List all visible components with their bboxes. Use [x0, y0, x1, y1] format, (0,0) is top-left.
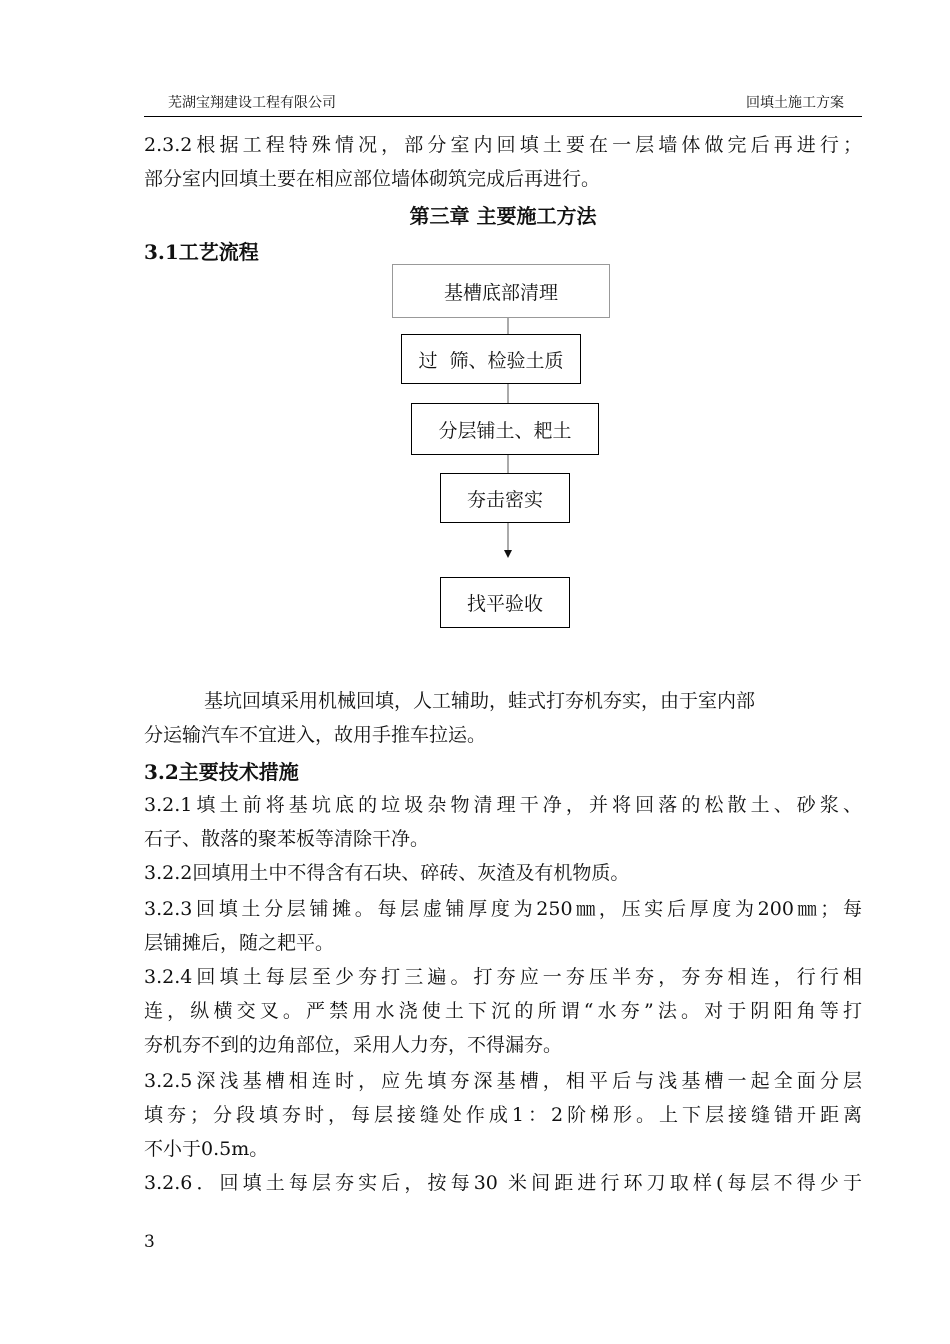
item-3-2-4-line-2: 连，纵横交叉。严禁用水浇使土下沉的所谓“水夯”法。对于阴阳角等打	[144, 1000, 862, 1022]
chapter-title: 第三章 主要施工方法	[409, 204, 597, 228]
header-doc-title: 回填土施工方案	[746, 95, 844, 111]
item-3-2-5-line-2: 填夯；分段填夯时，每层接缝处作成1：2阶梯形。上下层接缝错开距离	[144, 1104, 862, 1126]
flow-step-clean: 基槽底部清理	[392, 264, 610, 318]
item-3-2-6-line-1: 3.2.6．回填土每层夯实后，按每30 米间距进行环刀取样(每层不得少于	[144, 1172, 862, 1194]
item-3-2-5-line-3: 不小于0.5m。	[144, 1138, 269, 1160]
item-3-2-1-line-2: 石子、散落的聚苯板等清除干净。	[144, 828, 430, 850]
item-3-2-5-line-1: 3.2.5深浅基槽相连时，应先填夯深基槽，相平后与浅基槽一起全面分层	[144, 1070, 862, 1092]
page-number: 3	[144, 1232, 155, 1252]
backfill-para-line-2: 分运输汽车不宜进入，故用手推车拉运。	[144, 724, 487, 746]
intro-line-1: 2.3.2根据工程特殊情况，部分室内回填土要在一层墙体做完后再进行；	[144, 134, 862, 156]
flow-step-tamp: 夯击密实	[440, 473, 570, 523]
flow-step-level: 找平验收	[440, 577, 570, 628]
item-3-2-1-line-1: 3.2.1填土前将基坑底的垃圾杂物清理干净，并将回落的松散土、砂浆、	[144, 794, 862, 816]
backfill-para-line-1: 基坑回填采用机械回填，人工辅助，蛙式打夯机夯实，由于室内部	[204, 690, 756, 712]
arrow-head-4	[504, 550, 512, 558]
section-3-2-heading: 3.2主要技术措施	[144, 760, 299, 784]
item-3-2-2-line-1: 3.2.2回填用土中不得含有石块、碎砖、灰渣及有机物质。	[144, 862, 630, 884]
flow-step-screen: 过 筛、检验土质	[401, 334, 581, 384]
flow-step-layer: 分层铺土、耙土	[411, 403, 599, 455]
section-3-1-heading: 3.1工艺流程	[144, 240, 259, 264]
item-3-2-3-line-1: 3.2.3回填土分层铺摊。每层虚铺厚度为250㎜，压实后厚度为200㎜；每	[144, 898, 862, 920]
item-3-2-4-line-3: 夯机夯不到的边角部位，采用人力夯，不得漏夯。	[144, 1034, 563, 1056]
header-rule	[144, 116, 862, 117]
item-3-2-3-line-2: 层铺摊后，随之耙平。	[144, 932, 335, 954]
intro-line-2: 部分室内回填土要在相应部位墙体砌筑完成后再进行。	[144, 168, 601, 190]
item-3-2-4-line-1: 3.2.4回填土每层至少夯打三遍。打夯应一夯压半夯，夯夯相连，行行相	[144, 966, 862, 988]
header-company: 芜湖宝翔建设工程有限公司	[168, 95, 336, 111]
